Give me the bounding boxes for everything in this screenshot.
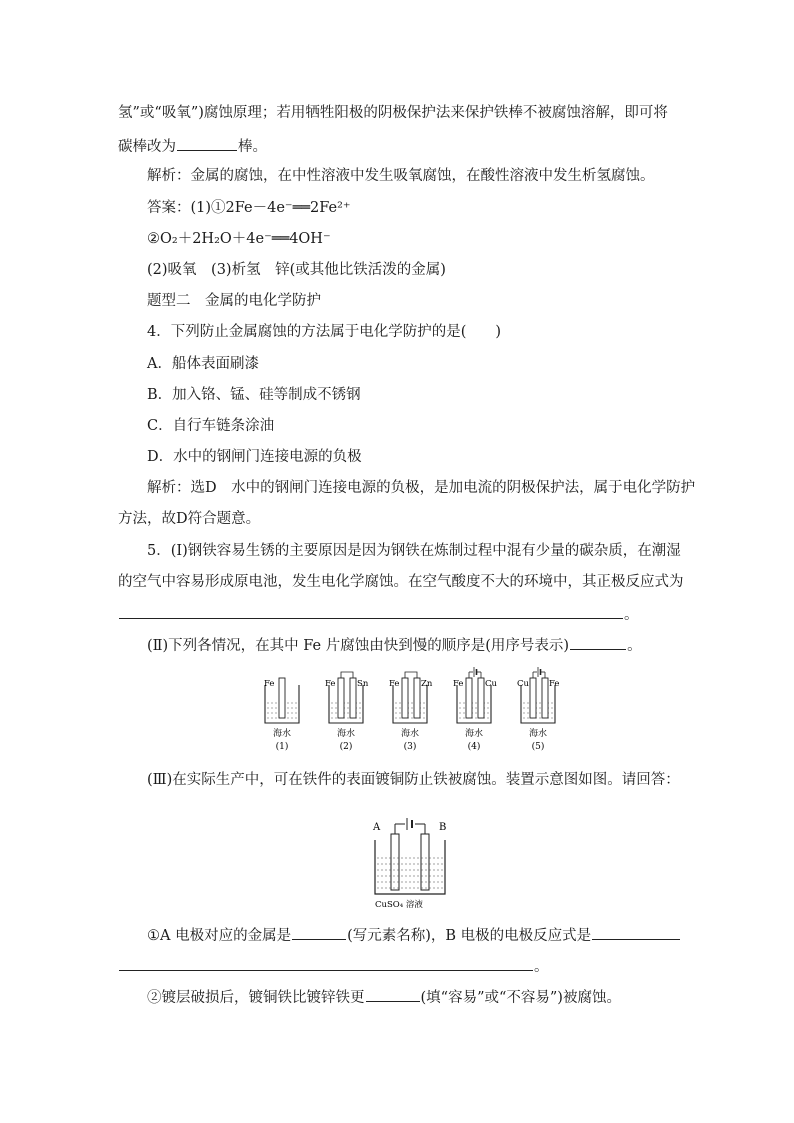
answer-blank[interactable]	[177, 135, 237, 151]
text-line	[118, 135, 267, 157]
text: ②镀层破损后，镀铜铁比镀锌铁更	[147, 990, 365, 1006]
electrode-label: Fe	[389, 679, 400, 689]
text-line: 方法，故D符合题意。	[118, 511, 261, 527]
text-line: 的空气中容易形成原电池，发生电化学腐蚀。在空气酸度不大的环境中，其正极反应式为	[118, 574, 684, 590]
liquid-label: 海水	[336, 729, 356, 739]
electrode-label: Fe	[453, 679, 464, 689]
answer-blank[interactable]	[119, 603, 623, 619]
electrode-label: Fe	[325, 679, 336, 689]
text: 碳棒改为	[118, 139, 176, 155]
beaker-5	[517, 667, 559, 752]
beaker-3	[389, 672, 433, 752]
text: 。	[624, 607, 639, 623]
text-line: 氢”或“吸氧”)腐蚀原理；若用牺牲阳极的阴极保护法来保护铁棒不被腐蚀溶解，即可将	[118, 105, 668, 121]
electrode-label: Fe	[264, 679, 275, 689]
beakers-figure	[255, 665, 575, 761]
electrode-label: Cu	[485, 679, 497, 689]
answer-blank[interactable]	[592, 924, 680, 940]
text-line	[147, 924, 681, 946]
liquid-label: 海水	[400, 729, 420, 739]
option-a: A．船体表面刷漆	[147, 356, 259, 372]
text-line: ②O₂＋2H₂O＋4e⁻══4OH⁻	[147, 231, 331, 247]
solution-label: CuSO₄ 溶液	[375, 900, 423, 910]
liquid-label: 海水	[272, 729, 292, 739]
electrode-label-a: A	[373, 822, 381, 833]
text: 棒。	[238, 139, 267, 155]
answer-blank[interactable]	[292, 924, 346, 940]
answer-blank[interactable]	[570, 634, 626, 650]
text-line	[118, 955, 549, 977]
option-b: B．加入铬、锰、硅等制成不锈钢	[147, 387, 361, 403]
liquid-label: 海水	[464, 729, 484, 739]
text: (写元素名称)，B 电极的电极反应式是	[347, 928, 592, 944]
text: ①A 电极对应的金属是	[147, 928, 292, 944]
beaker-number: (1)	[275, 742, 289, 752]
option-c: C．自行车链条涂油	[147, 418, 275, 434]
text-line: 解析：选D 水中的钢闸门连接电源的负极，是加电流的阴极保护法，属于电化学防护	[147, 480, 696, 496]
beaker-number: (4)	[467, 742, 481, 752]
electrode-label: Zn	[421, 679, 433, 689]
text-line: 解析：金属的腐蚀，在中性溶液中发生吸氧腐蚀，在酸性溶液中发生析氢腐蚀。	[147, 168, 655, 184]
section-heading: 题型二 金属的电化学防护	[147, 293, 321, 309]
beaker-4	[453, 667, 498, 752]
text-line	[147, 634, 642, 656]
text-line: (2)吸氧 (3)析氢 锌(或其他比铁活泼的金属)	[147, 262, 446, 278]
beaker-number: (5)	[531, 742, 545, 752]
text: 。	[534, 959, 549, 975]
electrode-label: Sn	[357, 679, 369, 689]
liquid-label: 海水	[528, 729, 548, 739]
text-line: 答案：(1)①2Fe－4e⁻══2Fe²⁺	[147, 200, 351, 216]
text-line	[147, 986, 621, 1008]
beaker-number: (2)	[339, 742, 353, 752]
plating-figure	[365, 810, 465, 910]
answer-blank[interactable]	[119, 955, 533, 971]
text-line	[118, 603, 639, 625]
option-d: D．水中的钢闸门连接电源的负极	[147, 449, 362, 465]
question-4: 4．下列防止金属腐蚀的方法属于电化学防护的是( )	[147, 324, 502, 340]
electrode-label: Cu	[517, 679, 529, 689]
beaker-number: (3)	[403, 742, 417, 752]
question-5: 5．(Ⅰ)钢铁容易生锈的主要原因是因为钢铁在炼制过程中混有少量的碳杂质，在潮湿	[147, 543, 681, 559]
text: (Ⅱ)下列各情况，在其中 Fe 片腐蚀由快到慢的顺序是(用序号表示)	[147, 638, 570, 654]
text: (填“容易”或“不容易”)被腐蚀。	[420, 990, 621, 1006]
answer-blank[interactable]	[366, 986, 420, 1002]
beaker-2	[325, 672, 369, 752]
beaker-1	[264, 678, 299, 752]
electrode-label-b: B	[439, 822, 447, 833]
electrode-label: Fe	[549, 679, 560, 689]
text-line: (Ⅲ)在实际生产中，可在铁件的表面镀铜防止铁被腐蚀。装置示意图如图。请回答：	[147, 772, 680, 788]
text: 。	[627, 638, 642, 654]
